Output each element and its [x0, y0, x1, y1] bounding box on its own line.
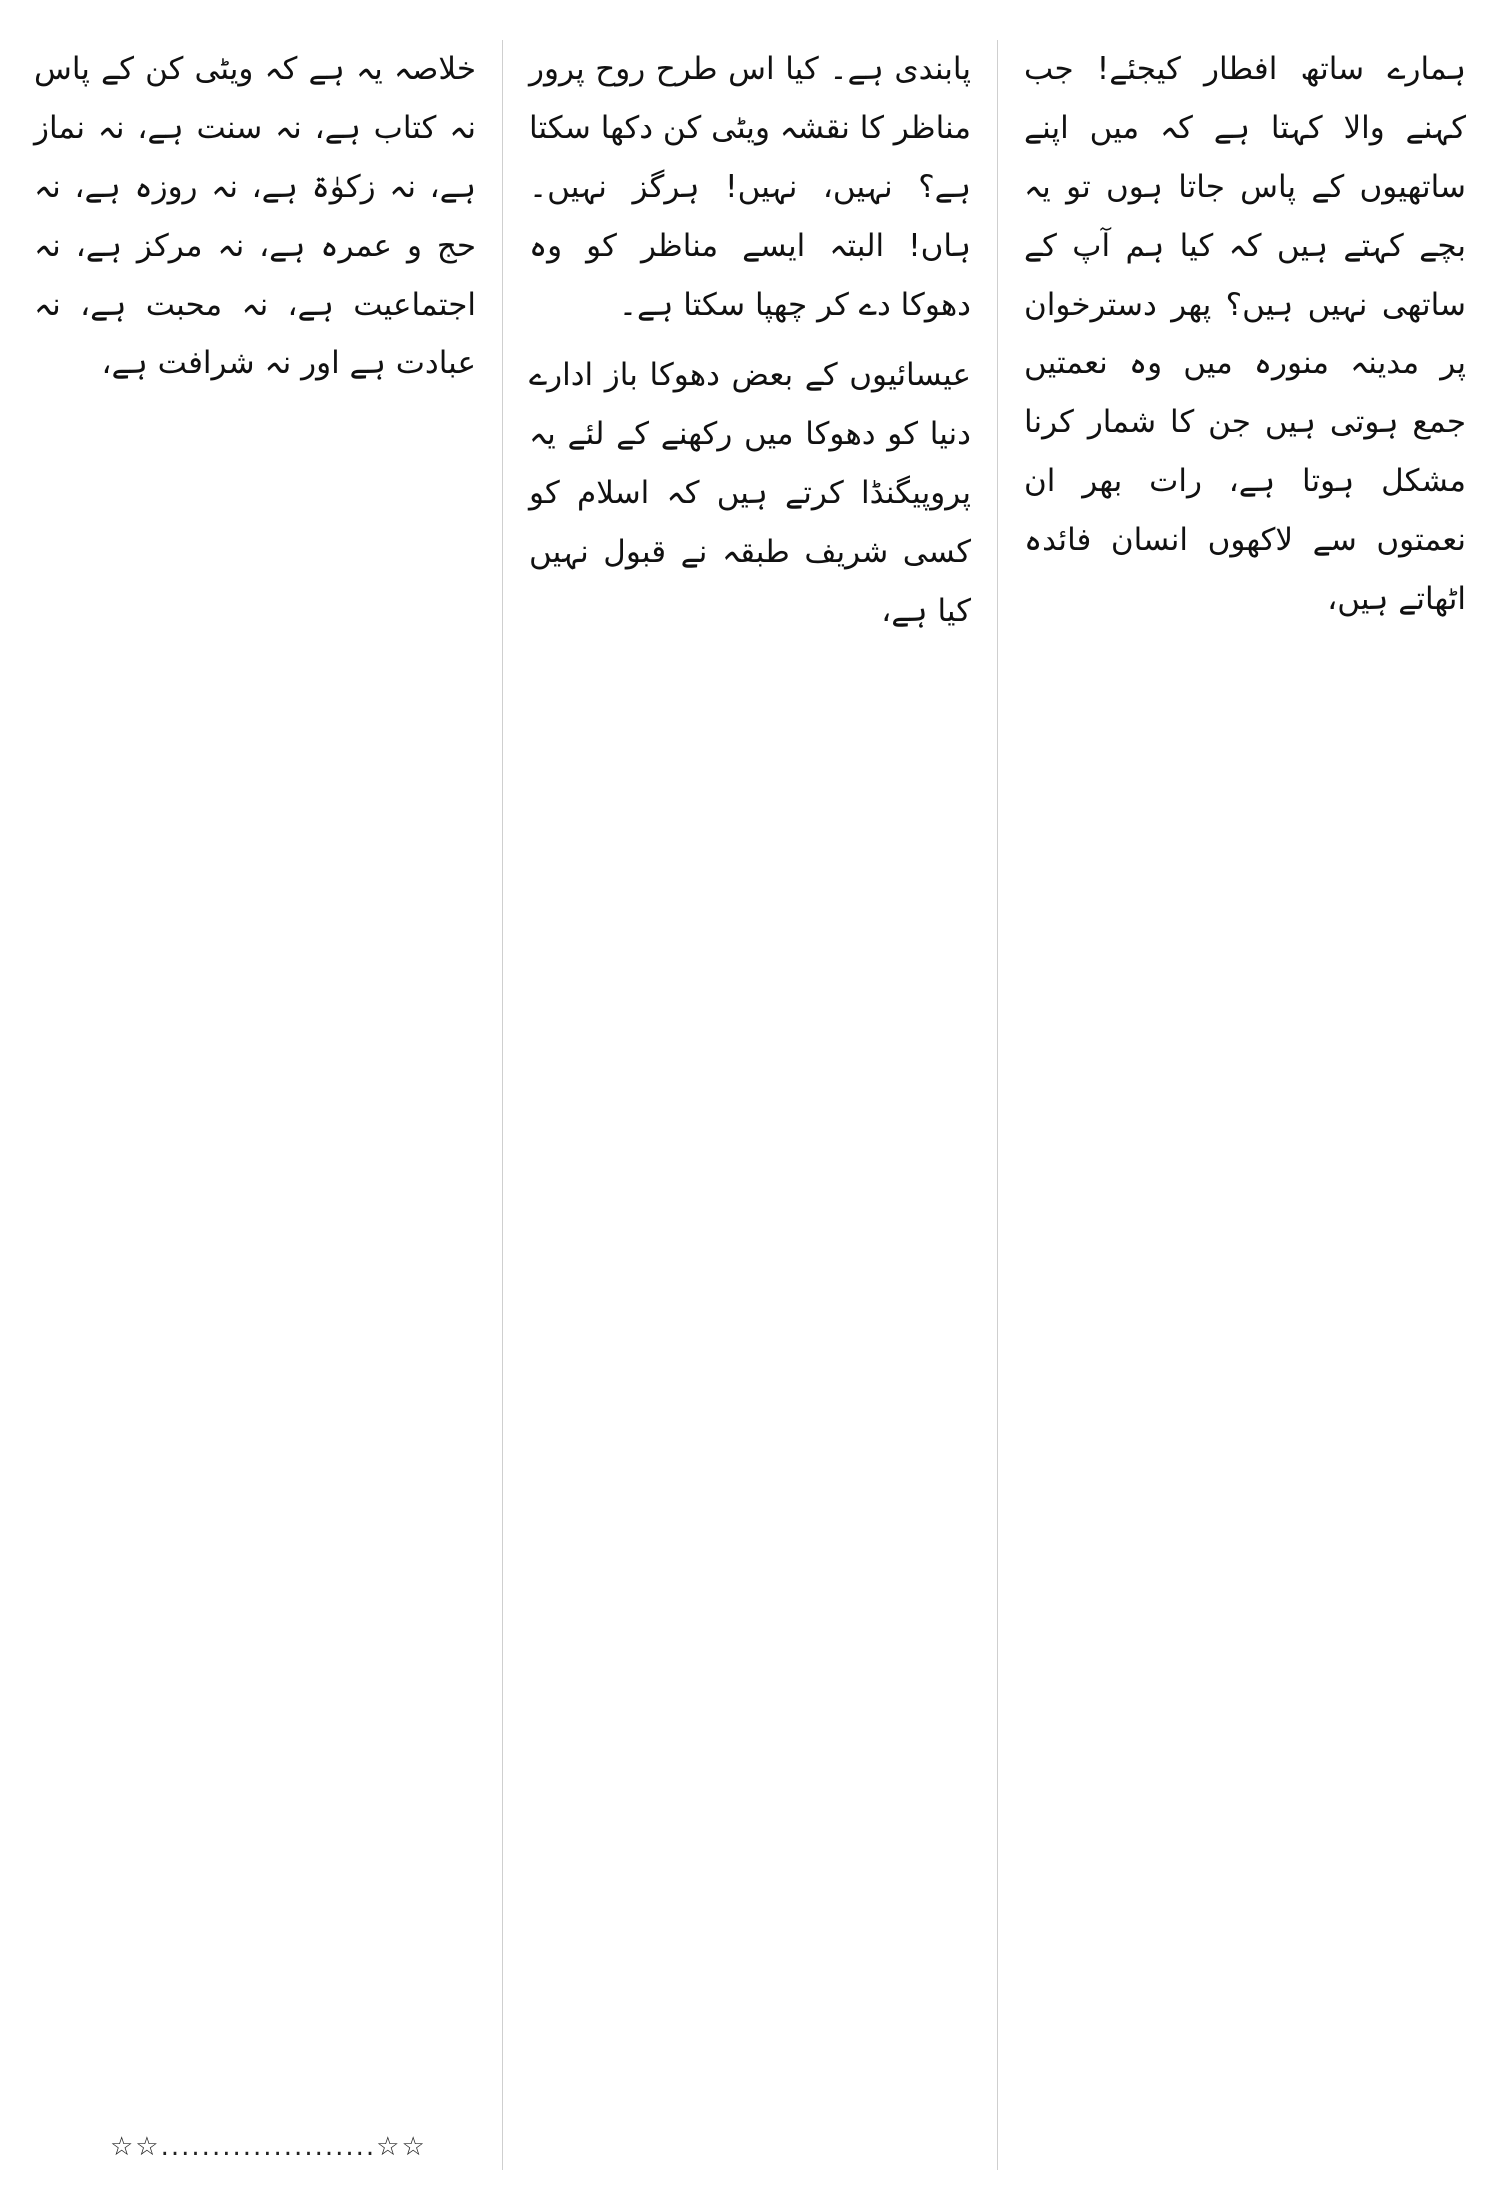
paragraph: عیسائیوں کے بعض دھوکا باز ادارے دنیا کو دھوکا میں رکھنے کے لئے یہ پروپیگنڈا کرتے ہیں کہ اسلام کو کسی شریف طبقہ نے قبول نہیں کیا ہے،	[529, 357, 971, 630]
paragraph: پابندی ہے۔ کیا اس طرح روح پرور مناظر کا نقشہ ویٹی کن دکھا سکتا ہے؟ نہیں، نہیں! ہرگز نہیں۔ ہاں! البتہ ایسے مناظر کو وہ دھوکا دے کر چھپا سکتا ہے۔	[529, 51, 971, 323]
column-divider	[502, 40, 503, 2170]
column-left	[34, 40, 476, 2170]
paragraph: ہمارے ساتھ افطار کیجئے! جب کہنے والا کہتا ہے کہ میں اپنے ساتھیوں کے پاس جاتا ہوں تو یہ بچے کہتے ہیں کہ کیا ہم آپ کے ساتھی نہیں ہیں؟ پھر دسترخوان پر مدینہ منورہ میں وہ نعمتیں جمع ہوتی ہیں جن کا شمار کرنا مشکل ہوتا ہے، رات بھر ان نعمتوں سے لاکھوں انسان فائدہ اٹھاتے ہیں،	[1024, 51, 1466, 618]
column-middle	[529, 40, 971, 2170]
paragraph: خلاصہ یہ ہے کہ ویٹی کن کے پاس نہ کتاب ہے، نہ سنت ہے، نہ نماز ہے، نہ زکوٰۃ ہے، نہ روزہ ہے، نہ حج و عمرہ ہے، نہ مرکز ہے، نہ اجتماعیت ہے، نہ محبت ہے، نہ عبادت ہے اور نہ شرافت ہے،	[34, 51, 476, 382]
column-divider	[997, 40, 998, 2170]
column-right	[1024, 40, 1466, 2170]
end-ornament: ☆☆.....................☆☆	[110, 2132, 427, 2162]
